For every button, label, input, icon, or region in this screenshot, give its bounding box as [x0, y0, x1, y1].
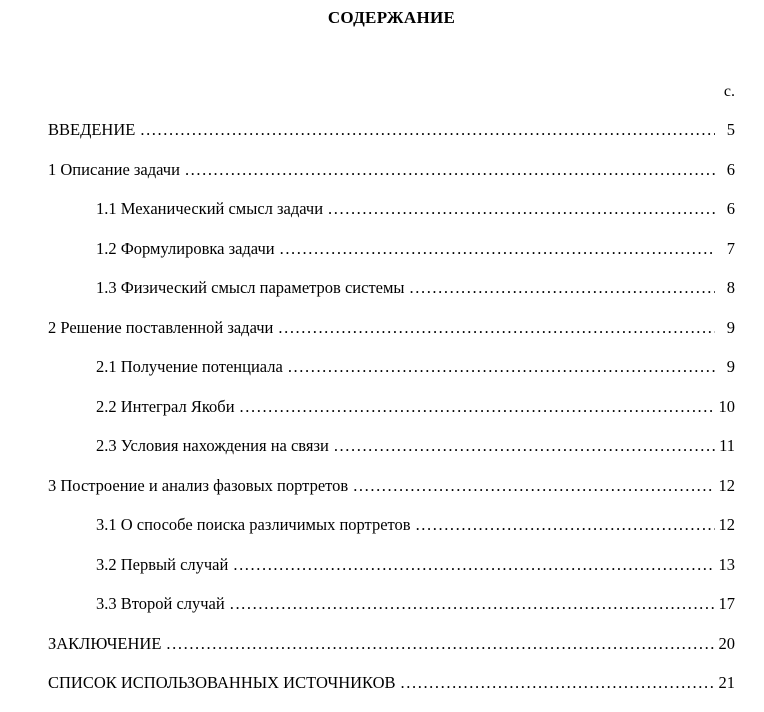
toc-entry-label: 1.2 Формулировка задачи	[96, 238, 275, 258]
toc-entry-label: 3.2 Первый случай	[96, 554, 229, 574]
toc-entry-label: 1.3 Физический смысл параметров системы	[96, 278, 405, 297]
toc-entry[interactable]	[48, 545, 735, 585]
toc-list	[48, 110, 735, 703]
toc-dot-leader	[334, 426, 715, 466]
toc-entry-page: 20	[718, 633, 735, 653]
toc-dot-leader	[416, 505, 715, 545]
toc-entry-page: 9	[726, 317, 735, 337]
toc-entry-page: 12	[718, 515, 735, 534]
toc-entry-page: 17	[718, 594, 735, 613]
toc-entry-label: 3 Построение и анализ фазовых портретов	[48, 475, 349, 495]
toc-entry-label: 2 Решение поставленной задачи	[48, 317, 274, 337]
toc-entry-page: 13	[718, 554, 735, 574]
toc-dot-leader	[185, 150, 715, 190]
toc-dot-leader	[288, 347, 715, 387]
toc-dot-leader	[230, 584, 715, 624]
toc-dot-leader	[353, 466, 715, 506]
toc-entry-label: СПИСОК ИСПОЛЬЗОВАННЫХ ИСТОЧНИКОВ	[48, 673, 396, 692]
toc-entry[interactable]	[48, 663, 735, 703]
toc-entry-label: 3.1 О способе поиска различимых портретов	[96, 515, 411, 534]
toc-entry-page: 10	[718, 396, 735, 416]
toc-entry-label: ВВЕДЕНИЕ	[48, 120, 136, 139]
toc-entry[interactable]	[48, 466, 735, 506]
toc-entry-label: 2.1 Получение потенциала	[96, 357, 283, 376]
toc-entry[interactable]	[48, 229, 735, 269]
toc-entry[interactable]	[48, 150, 735, 190]
toc-entry-label: ЗАКЛЮЧЕНИЕ	[48, 633, 162, 653]
toc-entry[interactable]	[48, 110, 735, 150]
toc-dot-leader	[401, 663, 715, 703]
toc-entry[interactable]	[48, 624, 735, 664]
page-title: СОДЕРЖАНИЕ	[327, 8, 456, 27]
toc-entry[interactable]	[48, 189, 735, 229]
toc-entry[interactable]	[48, 387, 735, 427]
toc-entry-page: 12	[718, 475, 735, 495]
toc-entry-page: 6	[726, 199, 735, 218]
toc-entry[interactable]	[48, 308, 735, 348]
toc-dot-leader	[328, 189, 715, 229]
page-column-label: с.	[723, 83, 735, 100]
toc-entry[interactable]	[48, 426, 735, 466]
toc-entry-page: 21	[718, 673, 735, 692]
toc-entry-label: 2.2 Интеграл Якоби	[96, 396, 235, 416]
toc-entry[interactable]	[48, 584, 735, 624]
toc-dot-leader	[280, 229, 715, 269]
toc-entry-label: 1 Описание задачи	[48, 159, 180, 179]
toc-dot-leader	[166, 624, 715, 664]
toc-entry-label: 2.3 Условия нахождения на связи	[96, 436, 329, 455]
toc-entry[interactable]	[48, 505, 735, 545]
toc-entry-page: 8	[726, 278, 735, 297]
toc-entry-page: 11	[719, 436, 735, 455]
toc-entry-label: 3.3 Второй случай	[96, 594, 225, 613]
toc-dot-leader	[410, 268, 715, 308]
toc-dot-leader	[240, 387, 715, 427]
toc-entry-page: 9	[726, 357, 735, 376]
toc-entry[interactable]	[48, 347, 735, 387]
toc-entry-page: 6	[726, 159, 735, 179]
toc-dot-leader	[233, 545, 715, 585]
toc-entry-page: 7	[726, 238, 735, 258]
toc-entry-page: 5	[726, 120, 735, 139]
toc-dot-leader	[278, 308, 715, 348]
toc-entry[interactable]	[48, 268, 735, 308]
toc-entry-label: 1.1 Механический смысл задачи	[96, 199, 324, 218]
toc-dot-leader	[140, 110, 715, 150]
